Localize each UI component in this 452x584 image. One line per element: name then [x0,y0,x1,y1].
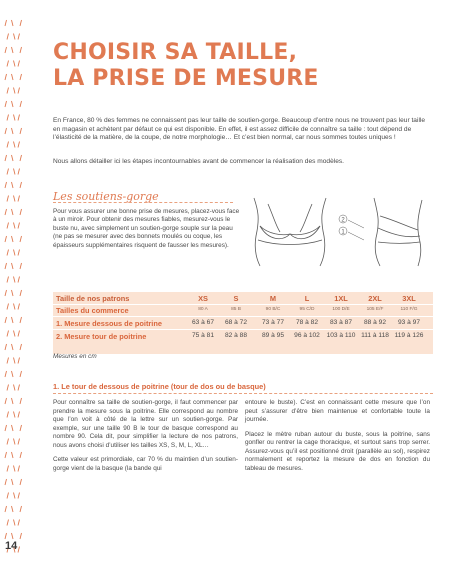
table-cell: 93 à 97 [398,319,420,326]
row-separator [53,304,433,305]
decorative-mark [5,236,7,242]
table-cell: 88 à 92 [364,319,386,326]
table-cell: 96 à 102 [294,332,320,339]
decorative-mark [12,452,14,458]
decorative-mark [14,385,16,391]
decorative-mark [14,196,16,202]
decorative-mark [5,263,7,269]
decorative-mark [12,101,14,107]
decorative-mark [20,20,22,26]
decorative-mark [12,236,14,242]
decorative-mark [12,74,14,80]
decorative-mark [12,479,14,485]
decorative-mark [20,182,22,188]
decorative-mark [5,479,7,485]
page-number: 14 [5,540,18,552]
section-heading-underbust: 1. Le tour de dessous de poitrine (tour de dos ou de basque) [53,382,266,391]
title-line-1: CHOISIR SA TAILLE, [53,40,298,65]
decorative-mark [18,331,20,337]
decorative-mark [20,371,22,377]
decorative-mark [12,398,14,404]
page-title [53,40,413,92]
decorative-mark [18,304,20,310]
section-divider [53,202,233,203]
decorative-mark [20,344,22,350]
table-cell: 105 E/F [366,307,384,312]
table-cell: 85 B [231,307,241,312]
paragraph: entoure le buste). C’est en connaissant cette mesure que l’on peut s’assurer d’être bien maintenue et confortable toute la journée. [245,399,430,423]
table-row [53,330,433,352]
table-row [53,317,433,329]
decorative-mark [14,142,16,148]
text-column-right [245,399,430,479]
decorative-mark [7,34,9,40]
decorative-mark [7,493,9,499]
table-cell: 100 D/E [332,307,350,312]
decorative-mark [20,290,22,296]
table-cell: 73 à 77 [262,319,284,326]
decorative-mark [18,61,20,67]
decorative-mark [5,398,7,404]
decorative-mark [7,196,9,202]
decorative-mark [20,506,22,512]
table-cell: 75 à 81 [192,332,214,339]
decorative-mark [12,47,14,53]
decorative-mark [7,412,9,418]
decorative-mark [14,223,16,229]
decorative-mark [7,250,9,256]
decorative-mark [14,277,16,283]
decorative-mark [20,317,22,323]
decorative-mark [18,250,20,256]
decorative-mark [20,398,22,404]
decorative-mark [5,371,7,377]
decorative-mark [7,304,9,310]
decorative-mark [18,196,20,202]
paragraph: Cette valeur est primordiale, car 70 % du maintien d’un soutien-gorge vient de la basque (la bande qui [53,456,238,472]
decorative-mark [14,466,16,472]
decorative-mark [7,277,9,283]
bra-measure-instructions: Pour vous assurer une bonne prise de mesures, placez-vous face à un miroir. Pour obtenir des mesures fiables, mesurez-vous le buste nu, avec simplement un soutien-gorge souple sur la peau (ne pas se mesurer avec des bonnets moulés ou coque, les épaisseurs supplémentaires risquent de fausser les mesures). [53,208,240,249]
table-cell: 90 B/C [265,307,281,312]
decorative-mark [18,88,20,94]
decorative-mark [20,533,22,539]
decorative-mark [7,466,9,472]
row-label: 1. Mesure dessous de poitrine [56,319,162,328]
decorative-mark [7,115,9,121]
decorative-mark [12,317,14,323]
decorative-mark [12,344,14,350]
decorative-mark [14,304,16,310]
decorative-mark [12,371,14,377]
decorative-mark [12,263,14,269]
table-cell: 68 à 72 [225,319,247,326]
marker-2: 2 [341,217,345,224]
intro-paragraph-2: Nous allons détailler ici les étapes incontournables avant de commencer la réalisation des modèles. [53,158,345,165]
decorative-mark [5,20,7,26]
decorative-mark [20,128,22,134]
decorative-mark [18,34,20,40]
table-cell: 1XL [334,294,348,303]
table-row [53,305,433,315]
table-row [53,292,433,304]
decorative-border [4,18,26,566]
decorative-mark [12,425,14,431]
decorative-mark [18,142,20,148]
decorative-mark [18,385,20,391]
decorative-mark [20,209,22,215]
decorative-mark [18,223,20,229]
decorative-mark [20,155,22,161]
decorative-mark [5,209,7,215]
decorative-mark [18,520,20,526]
decorative-mark [14,520,16,526]
decorative-mark [14,412,16,418]
decorative-mark [14,358,16,364]
decorative-mark [7,142,9,148]
decorative-mark [20,263,22,269]
table-cell: 111 à 118 [361,332,389,339]
decorative-mark [12,155,14,161]
table-cell: 63 à 67 [192,319,214,326]
decorative-marks [4,18,26,566]
decorative-mark [5,452,7,458]
decorative-mark [5,317,7,323]
decorative-mark [7,358,9,364]
decorative-mark [7,331,9,337]
intro-paragraph: En France, 80 % des femmes ne connaissent pas leur taille de soutien-gorge. Beaucoup d’entre nous ne trouvent pas leur taille en magasin et achètent par défaut ce qui est disponible. En effet, il est assez difficile de connaître sa taille : tout dépend de l’élasticité de la matière, de la coupe, de notre morphologie… Et c’est bien normal, car nous sommes toutes uniques ! [53,117,426,142]
decorative-mark [5,344,7,350]
decorative-mark [5,47,7,53]
table-cell: 95 C/D [299,307,315,312]
table-cell: S [233,294,239,303]
decorative-mark [18,277,20,283]
size-table [53,292,433,354]
decorative-mark [18,439,20,445]
row-label: Tailles du commerce [56,306,129,315]
table-cell: 3XL [402,294,416,303]
decorative-mark [18,547,20,553]
decorative-mark [12,128,14,134]
text-column-left [53,399,238,479]
decorative-mark [7,169,9,175]
decorative-mark [18,493,20,499]
decorative-mark [5,425,7,431]
table-cell: 119 à 126 [394,332,424,339]
measurement-unit-note: Mesures en cm [53,353,97,360]
decorative-mark [7,61,9,67]
decorative-mark [20,74,22,80]
paragraph: Pour connaître sa taille de soutien-gorge, il faut commencer par prendre la mesure sous la poitrine. Elle correspond au nombre que l’on voit à côté de la lettre sur un soutien-gorge. Par exemple, sur une taille 90 B le tour de basque correspond au nombre 90. Cela dit, pour simplifier la lecture de nos patrons, nous avons choisi d’utiliser les tailles XS, S, M, L, XL… [53,399,238,449]
marker-1: 1 [341,229,345,236]
decorative-mark [12,20,14,26]
decorative-mark [12,533,14,539]
decorative-mark [7,88,9,94]
decorative-mark [5,74,7,80]
table-cell: 83 à 87 [330,319,352,326]
decorative-mark [7,385,9,391]
decorative-mark [18,358,20,364]
table-cell: 2XL [368,294,382,303]
decorative-mark [14,61,16,67]
decorative-mark [14,115,16,121]
table-cell: 89 à 95 [262,332,284,339]
decorative-mark [20,101,22,107]
decorative-mark [14,88,16,94]
row-separator [53,316,433,317]
section-divider-2 [53,393,433,394]
row-label: Taille de nos patrons [56,294,130,303]
decorative-mark [14,493,16,499]
decorative-mark [7,223,9,229]
decorative-mark [18,169,20,175]
table-cell: M [269,294,277,303]
decorative-mark [14,169,16,175]
bust-illustration [246,196,432,268]
decorative-mark [18,466,20,472]
title-line-2: LA PRISE DE MESURE [53,66,319,91]
decorative-mark [12,290,14,296]
decorative-mark [20,425,22,431]
decorative-mark [7,439,9,445]
decorative-mark [14,250,16,256]
table-cell: 80 A [198,307,208,312]
decorative-mark [14,439,16,445]
decorative-mark [5,533,7,539]
decorative-mark [18,115,20,121]
decorative-mark [14,34,16,40]
paragraph: Placez le mètre ruban autour du buste, sous la poitrine, sans gonfler ou rentrer la cage thoracique, et surtout sans trop serrer. Assurez-vous qu’il est positionné droit (parallèle au sol), respirez normalement et reportez la mesure de dos en fonction du tableau de mesures. [245,430,430,472]
row-separator [53,329,433,330]
table-cell: 82 à 88 [225,332,247,339]
decorative-mark [5,506,7,512]
table-cell: 78 à 82 [296,319,318,326]
decorative-mark [20,47,22,53]
decorative-mark [12,182,14,188]
table-cell: 110 F/G [400,307,418,312]
table-cell: 103 à 110 [326,332,356,339]
decorative-mark [20,479,22,485]
decorative-mark [5,128,7,134]
decorative-mark [5,155,7,161]
decorative-mark [12,506,14,512]
decorative-mark [5,290,7,296]
row-label: 2. Mesure tour de poitrine [56,332,147,341]
decorative-mark [5,182,7,188]
table-cell: XS [198,294,208,303]
decorative-mark [7,520,9,526]
decorative-mark [14,331,16,337]
decorative-mark [12,209,14,215]
decorative-mark [20,452,22,458]
decorative-mark [5,101,7,107]
decorative-mark [20,236,22,242]
decorative-mark [18,412,20,418]
section-heading-bras: Les soutiens-gorge [53,190,159,203]
table-cell: L [304,294,310,303]
